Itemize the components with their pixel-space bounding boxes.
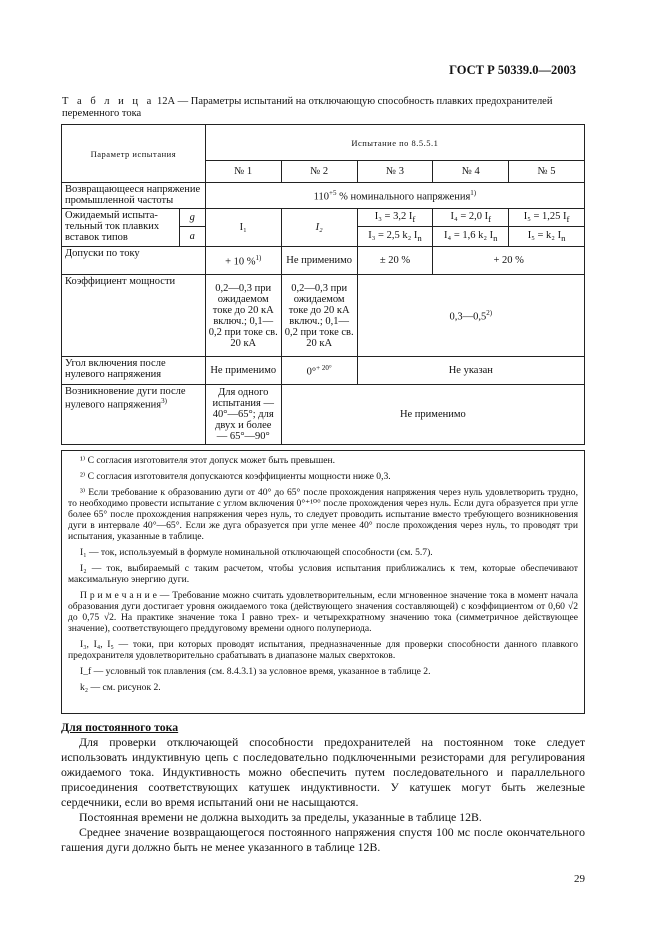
col-header-4: № 4 <box>433 161 509 183</box>
param-header: Параметр испытания <box>62 125 206 183</box>
row-label-angle: Угол включения после нулевого напряжения <box>62 357 206 385</box>
col-header-1: № 1 <box>205 161 281 183</box>
parameters-table <box>61 124 585 445</box>
test-header: Испытание по 8.5.5.1 <box>205 125 584 161</box>
note-i2: I₂ — ток, выбираемый с таким расчетом, чтобы условия испытания приближались к тем, которые обеспечивают максимальную энергию дуги. <box>68 563 578 585</box>
type-g: g <box>179 209 205 227</box>
angle-2: 0°$^{+ 20^\circ}$ <box>281 357 357 385</box>
tolerance-3: ± 20 % <box>357 247 433 275</box>
current-g4: I₄ = 2,0 $I_f$ <box>433 209 509 227</box>
current-a3: I₃ = 2,5 k₂ $I_n$ <box>357 227 433 247</box>
paragraph-1: Для проверки отключающей способности предохранителей на постоянном токе следует использовать индуктивную цепь с последовательно подключенными резисторами для регулирования ожидаемого тока. Индуктивность можно обеспечить путем последовательного и параллельного присоединения соответствующих катушек индуктивности. У катушек могут быть железные сердечники, если во время испытаний они не насыщаются. <box>61 735 585 809</box>
note-if: I_f — условный ток плавления (см. 8.4.3.1) за условное время, указанное в таблице 2. <box>80 666 431 677</box>
current-g5: I₅ = 1,25 $I_f$ <box>509 209 585 227</box>
body-text <box>61 720 585 855</box>
type-a: a <box>179 227 205 247</box>
angle-1: Не применимо <box>205 357 281 385</box>
row-label-recovery-voltage: Возвращающееся напряжение промышленной частоты <box>62 183 206 209</box>
page-number: 29 <box>574 873 585 885</box>
table-caption <box>62 96 582 120</box>
current-i1: I₁ <box>205 209 281 247</box>
tolerance-2: Не применимо <box>281 247 357 275</box>
note-k2: k₂ — см. рисунок 2. <box>80 682 161 693</box>
document-header: ГОСТ Р 50339.0—2003 <box>449 63 576 77</box>
table-notes <box>61 450 585 714</box>
current-g3: I₃ = 3,2 $I_f$ <box>357 209 433 227</box>
power-factor-2: 0,2—0,3 при ожидаемом токе до 20 кА включ.; 0,1—0,2 при токе св. 20 кА <box>281 275 357 357</box>
note-remark: П р и м е ч а н и е — Требование можно считать удовлетворительным, если мгновенное значение тока в момент начала образования дуги достигает уровня ожидаемого тока (действующего значения составляющей) с коэффициентом от 0,60 √2 до 0,75 √2. На практике значение тока I равно трех- и четырехкратному значению тока (симметричное действующее значение), соответствующего преддуговому времени одного полупериода. <box>68 590 578 634</box>
dc-heading: Для постоянного тока <box>61 720 179 734</box>
col-header-2: № 2 <box>281 161 357 183</box>
caption-text: 12А — Параметры испытаний на отключающую способность плавких предохранителей переменного тока <box>62 96 553 119</box>
col-header-5: № 5 <box>509 161 585 183</box>
row-label-arc: Возникновение дуги после нулевого напряжения$^{3)}$ <box>62 385 206 445</box>
current-i2: I₂ <box>281 209 357 247</box>
note-i1: I₁ — ток, используемый в формуле номинальной отключающей способности (см. 5.7). <box>80 547 433 558</box>
note-i3-i5: I₃, I₄, I₅ — токи, при которых проводят испытания, предназначенные для проверки способности данного плавкого предохранителя удовлетворительно срабатывать в диапазоне малых сверхтоков. <box>68 639 578 661</box>
note-3: ³⁾ Если требование к образованию дуги от 40° до 65° после прохождения напряжения через нуль удовлетворить трудно, то необходимо провести испытание с углом включения 0°⁺¹⁰° после прохождения через нуль. Если дуга образуется при угле более 65° после прохождения напряжения через нуль, то следует проводить испытание вместо требующего возникновения дуги в интервале 40°—65°. Если же дуга образуется при угле менее 40° после прохождения через нуль, то проводят три испытания, указанные в таблице. <box>68 487 578 542</box>
row-label-tolerance: Допуски по току <box>62 247 206 275</box>
recovery-voltage-value: $110^{+5}$ % номинального напряжения$^{1)}$ <box>205 183 584 209</box>
caption-label: Т а б л и ц а <box>62 96 155 107</box>
paragraph-3: Среднее значение возвращающегося постоянного напряжения спустя 100 мс после окончательного гашения дуги должно быть не менее указанного в таблице 12В. <box>61 825 585 854</box>
tolerance-1: + 10 %$^{1)}$ <box>205 247 281 275</box>
angle-3-5: Не указан <box>357 357 584 385</box>
current-a4: I₄ = 1,6 k₂ $I_n$ <box>433 227 509 247</box>
arc-2-5: Не применимо <box>281 385 584 445</box>
power-factor-1: 0,2—0,3 при ожидаемом токе до 20 кА включ.; 0,1—0,2 при токе св. 20 кА <box>205 275 281 357</box>
tolerance-4-5: + 20 % <box>433 247 585 275</box>
note-1: ¹⁾ С согласия изготовителя этот допуск может быть превышен. <box>80 455 336 466</box>
paragraph-2: Постоянная времени не должна выходить за пределы, указанные в таблице 12В. <box>79 810 482 824</box>
arc-1: Для одного испытания — 40°—65°; для двух и более — 65°—90° <box>205 385 281 445</box>
row-label-power-factor: Коэффициент мощности <box>62 275 206 357</box>
current-a5: I₅ = k₂ $I_n$ <box>509 227 585 247</box>
note-2: ²⁾ С согласия изготовителя допускаются коэффициенты мощности ниже 0,3. <box>80 471 391 482</box>
power-factor-3-5: 0,3—0,5$^{2)}$ <box>357 275 584 357</box>
row-label-test-current: Ожидаемый испыта-тельный ток плавких вставок типов <box>62 209 180 247</box>
col-header-3: № 3 <box>357 161 433 183</box>
